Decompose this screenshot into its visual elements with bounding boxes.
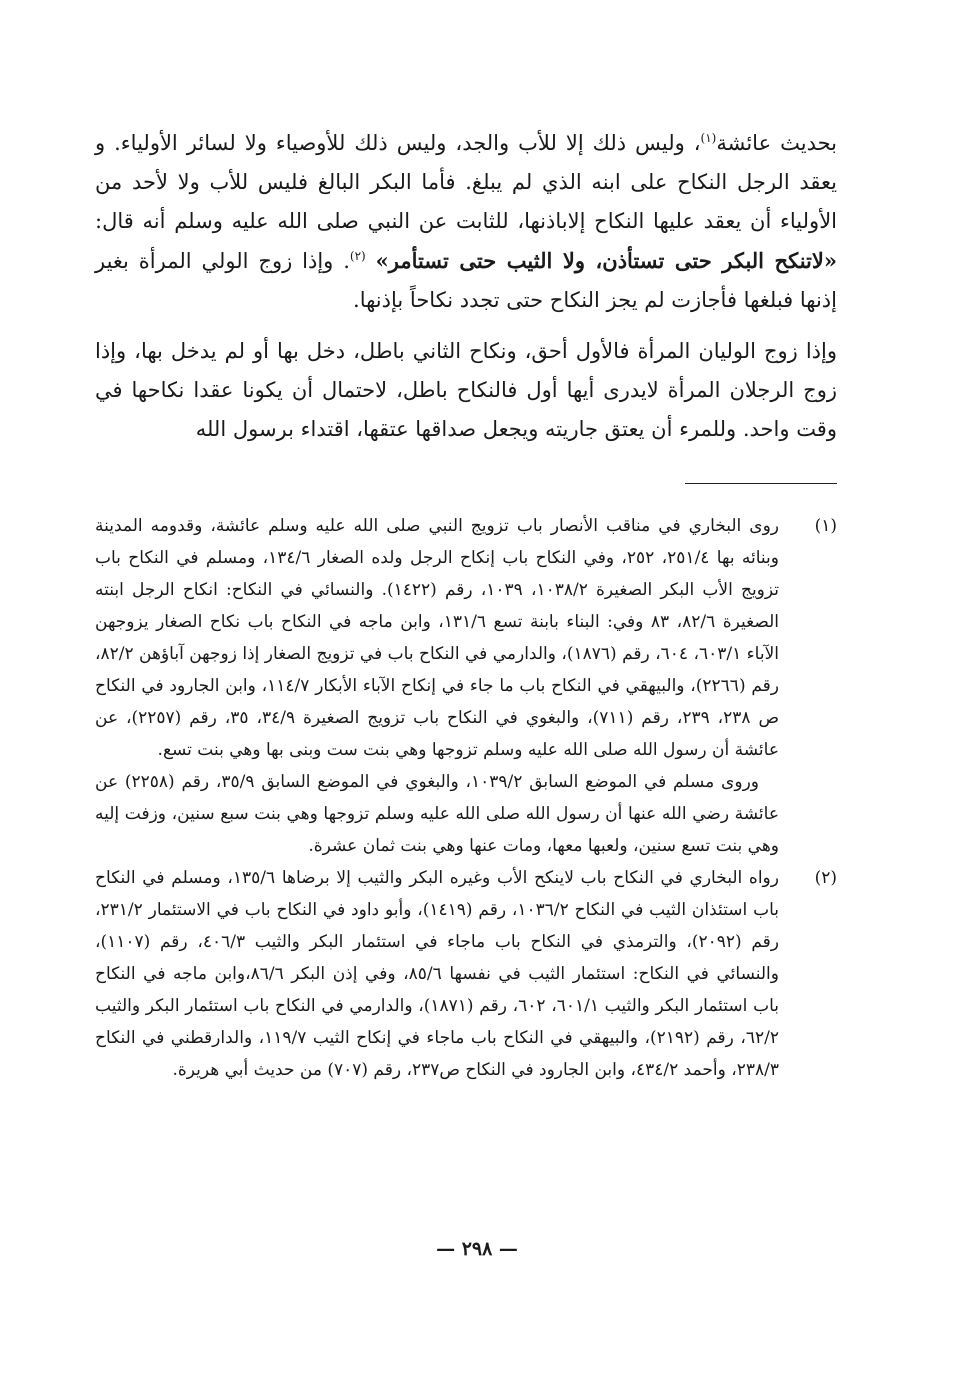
footnotes-section <box>95 510 837 1086</box>
main-text <box>95 124 837 449</box>
footnote-paragraph: رواه البخاري في النكاح باب لاينكح الأب وغيره البكر والثيب إلا برضاها ١٣٥/٦، ومسلم في النكاح باب استئذان الثيب في النكاح ١٠٣٦/٢، رقم (١٤١٩)، وأبو داود في النكاح باب في الاستئمار ٢٣١/٢، رقم (٢٠٩٢)، والترمذي في النكاح باب ماجاء في استئمار البكر والثيب ٤٠٦/٣، رقم (١١٠٧)، والنسائي في النكاح: استئمار الثيب في نفسها ٨٥/٦، وفي إذن البكر ٨٦/٦،وابن ماجه في النكاح باب استئمار البكر والثيب ٦٠١/١، ٦٠٢، رقم (١٨٧١)، والدارمي في النكاح باب استئمار البكر والثيب ٦٢/٢، رقم (٢١٩٢)، والبيهقي في النكاح باب ماجاء في إنكاح الثيب ١١٩/٧، والدارقطني في النكاح ٢٣٨/٣، وأحمد ٤٣٤/٢، وابن الجارود في النكاح ص٢٣٧، رقم (٧٠٧) من حديث أبي هريرة. <box>95 868 780 1080</box>
page-number: — ٢٩٨ — <box>436 1238 518 1260</box>
footnote-paragraph: وروى مسلم في الموضع السابق ١٠٣٩/٢، والبغوي في الموضع السابق ٣٥/٩، رقم (٢٢٥٨) عن عائشة رضي الله عنها أن رسول الله صلى الله عليه وسلم تزوجها وهي بنت سبع سنين، وزفت إليه وهي بنت تسع سنين، ولعبها معها، ومات عنها وهي بنت ثمان عشرة. <box>95 772 779 856</box>
main-paragraph-2: وإذا زوج الوليان المرأة فالأول أحق، ونكاح الثاني باطل، دخل بها أو لم يدخل بها، وإذا زوج الرجلان المرأة لايدرى أيها أول فالنكاح باطل، لاحتمال أن يكونا عقدا نكاحها في وقت واحد. وللمرء أن يعتق جاريته ويجعل صداقها عتقها، اقتداء برسول الله <box>95 339 837 441</box>
footnote-separator <box>685 483 837 484</box>
footnote-paragraph: روى البخاري في مناقب الأنصار باب تزويج النبي صلى الله عليه وسلم عائشة، وقدومه المدينة وبنائه بها ٢٥١/٤، ٢٥٢، وفي النكاح باب إنكاح الرجل ولده الصغار ١٣٤/٦، ومسلم في النكاح باب تزويج الأب البكر الصغيرة ١٠٣٨/٢، ١٠٣٩، رقم (١٤٢٢). والنسائي في النكاح: انكاح الرجل ابنته الصغيرة ٨٢/٦، ٨٣ وفي: البناء بابنة تسع ١٣١/٦، وابن ماجه في النكاح باب نكاح الصغار يزوجهن الآباء ٦٠٣/١، ٦٠٤، رقم (١٨٧٦)، والدارمي في النكاح باب في تزويج الصغار إذا زوجهن آباؤهن ٨٢/٢، رقم (٢٢٦٦)، والبيهقي في النكاح باب ما جاء في إنكاح الآباء الأبكار ١١٤/٧، وابن الجارود في النكاح ص ٢٣٨، ٢٣٩، رقم (٧١١)، والبغوي في النكاح باب تزويج الصغيرة ٣٤/٩، ٣٥، رقم (٢٢٥٧)، عن عائشة أن رسول الله صلى الله عليه وسلم تزوجها وهي بنت ست وبنى بها وهي بنت تسع. <box>95 516 780 760</box>
main-paragraph-1 <box>95 124 837 320</box>
footnote-1 <box>95 510 837 862</box>
paragraph-text: ، وليس ذلك إلا للأب والجد، وليس ذلك للأوصياء ولا لسائر الأولياء. و يعقد الرجل النكاح على ابنه الذي لم يبلغ. فأما البكر البالغ فليس للأب ولا لأحد من الأولياء أن يعقد عليها النكاح إلاباذنها، للثابت عن النبي صلى الله عليه وسلم أنه قال: <box>95 131 837 233</box>
footnote-number: (١) <box>814 516 837 536</box>
paragraph-text: بحديث عائشة <box>716 131 837 155</box>
hadith-quote: «لاتنكح البكر حتى تستأذن، ولا الثيب حتى تستأمر» <box>375 248 837 273</box>
paragraph-text: . وإذا زوج الولي المرأة بغير إذنها فبلغها فأجازت لم يجز النكاح حتى تجدد نكاحاً بإذنها. <box>95 249 837 312</box>
footnote-ref-1[interactable]: (١) <box>700 131 717 145</box>
footnote-body <box>95 862 779 1086</box>
footnote-ref-2[interactable]: (٢) <box>349 249 366 263</box>
footnote-body <box>95 510 779 862</box>
footnote-number: (٢) <box>814 868 837 888</box>
footnote-2 <box>95 862 837 1086</box>
